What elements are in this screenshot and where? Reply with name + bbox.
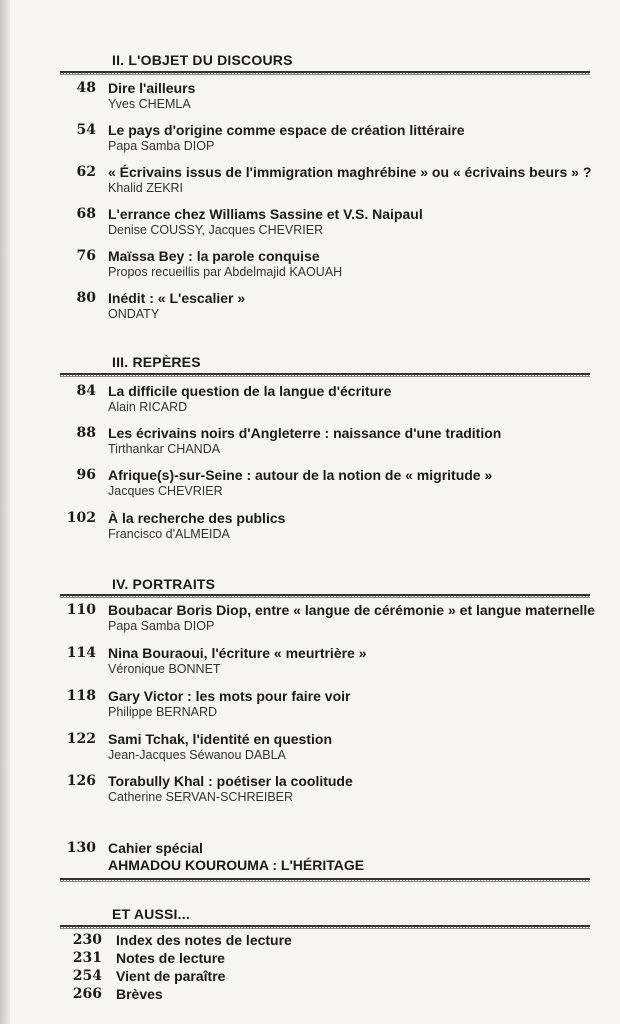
page-number: 48 <box>76 80 96 96</box>
section-heading-objet-du-discours: II. L'OBJET DU DISCOURS <box>112 52 293 68</box>
entry-title: Maïssa Bey : la parole conquise <box>108 248 320 264</box>
page-number: 230 <box>72 932 102 948</box>
entry-title: Gary Victor : les mots pour faire voir <box>108 688 351 704</box>
entry-author: Jean-Jacques Séwanou DABLA <box>108 748 286 762</box>
page-number: 231 <box>72 950 102 966</box>
entry-author: Khalid ZEKRI <box>108 181 184 195</box>
entry-title: Dire l'ailleurs <box>108 80 196 96</box>
page-number: 54 <box>76 122 96 138</box>
page-number: 84 <box>76 383 96 399</box>
page-number: 118 <box>66 688 96 704</box>
entry-title: L'errance chez Williams Sassine et V.S. Naipaul <box>108 206 423 222</box>
entry-author: Papa Samba DIOP <box>108 619 215 633</box>
entry-author: Denise COUSSY, Jacques CHEVRIER <box>108 223 324 237</box>
section-divider <box>60 71 590 75</box>
entry-title: Index des notes de lecture <box>116 932 292 948</box>
entry-title: Torabully Khal : poétiser la coolitude <box>108 773 353 789</box>
page-number: 80 <box>76 290 96 306</box>
section-divider <box>60 878 590 882</box>
entry-author: Philippe BERNARD <box>108 705 218 719</box>
section-heading-reperes: III. REPÈRES <box>112 354 201 370</box>
entry-title: Notes de lecture <box>116 950 225 966</box>
entry-title: Inédit : « L'escalier » <box>108 290 246 306</box>
entry-author: Francisco d'ALMEIDA <box>108 527 230 541</box>
entry-author: Alain RICARD <box>108 400 188 414</box>
entry-author: ONDATY <box>108 307 160 321</box>
page-number: 96 <box>76 467 96 483</box>
entry-author: Véronique BONNET <box>108 662 221 676</box>
section-divider <box>60 925 590 929</box>
entry-title: « Écrivains issus de l'immigration maghrébine » ou « écrivains beurs » ? <box>108 164 592 180</box>
entry-author: Jacques CHEVRIER <box>108 484 223 498</box>
entry-title: Vient de paraître <box>116 968 226 984</box>
entry-title: Afrique(s)-sur-Seine : autour de la notion de « migritude » <box>108 467 493 483</box>
entry-author: Propos recueillis par Abdelmajid KAOUAH <box>108 265 343 279</box>
page-number: 110 <box>66 602 96 618</box>
page-number: 68 <box>76 206 96 222</box>
cahier-subtitle: AHMADOU KOUROUMA : L'HÉRITAGE <box>108 857 365 873</box>
page-number: 114 <box>66 645 96 661</box>
page-number: 254 <box>72 968 102 984</box>
entry-title: Les écrivains noirs d'Angleterre : naissance d'une tradition <box>108 425 502 441</box>
entry-title: À la recherche des publics <box>108 510 286 526</box>
section-divider <box>60 594 590 598</box>
entry-author: Yves CHEMLA <box>108 97 191 111</box>
page-number: 76 <box>76 248 96 264</box>
entry-title: Boubacar Boris Diop, entre « langue de cérémonie » et langue maternelle <box>108 602 596 618</box>
section-heading-et-aussi: ET AUSSI... <box>112 906 190 922</box>
entry-title: Le pays d'origine comme espace de création littéraire <box>108 122 465 138</box>
page-number: 130 <box>66 840 96 856</box>
page-number: 122 <box>66 731 96 747</box>
page-number: 266 <box>72 986 102 1002</box>
entry-title: Sami Tchak, l'identité en question <box>108 731 332 747</box>
entry-title: Cahier spécial <box>108 840 203 856</box>
section-divider <box>60 373 590 377</box>
section-heading-portraits: IV. PORTRAITS <box>112 576 216 592</box>
page-number: 88 <box>76 425 96 441</box>
entry-author: Catherine SERVAN-SCHREIBER <box>108 790 294 804</box>
entry-author: Tirthankar CHANDA <box>108 442 221 456</box>
entry-author: Papa Samba DIOP <box>108 139 215 153</box>
page-number: 102 <box>66 510 96 526</box>
page-number: 62 <box>76 164 96 180</box>
entry-title: Brèves <box>116 986 163 1002</box>
entry-title: La difficile question de la langue d'écriture <box>108 383 392 399</box>
entry-title: Nina Bouraoui, l'écriture « meurtrière » <box>108 645 367 661</box>
page-number: 126 <box>66 773 96 789</box>
